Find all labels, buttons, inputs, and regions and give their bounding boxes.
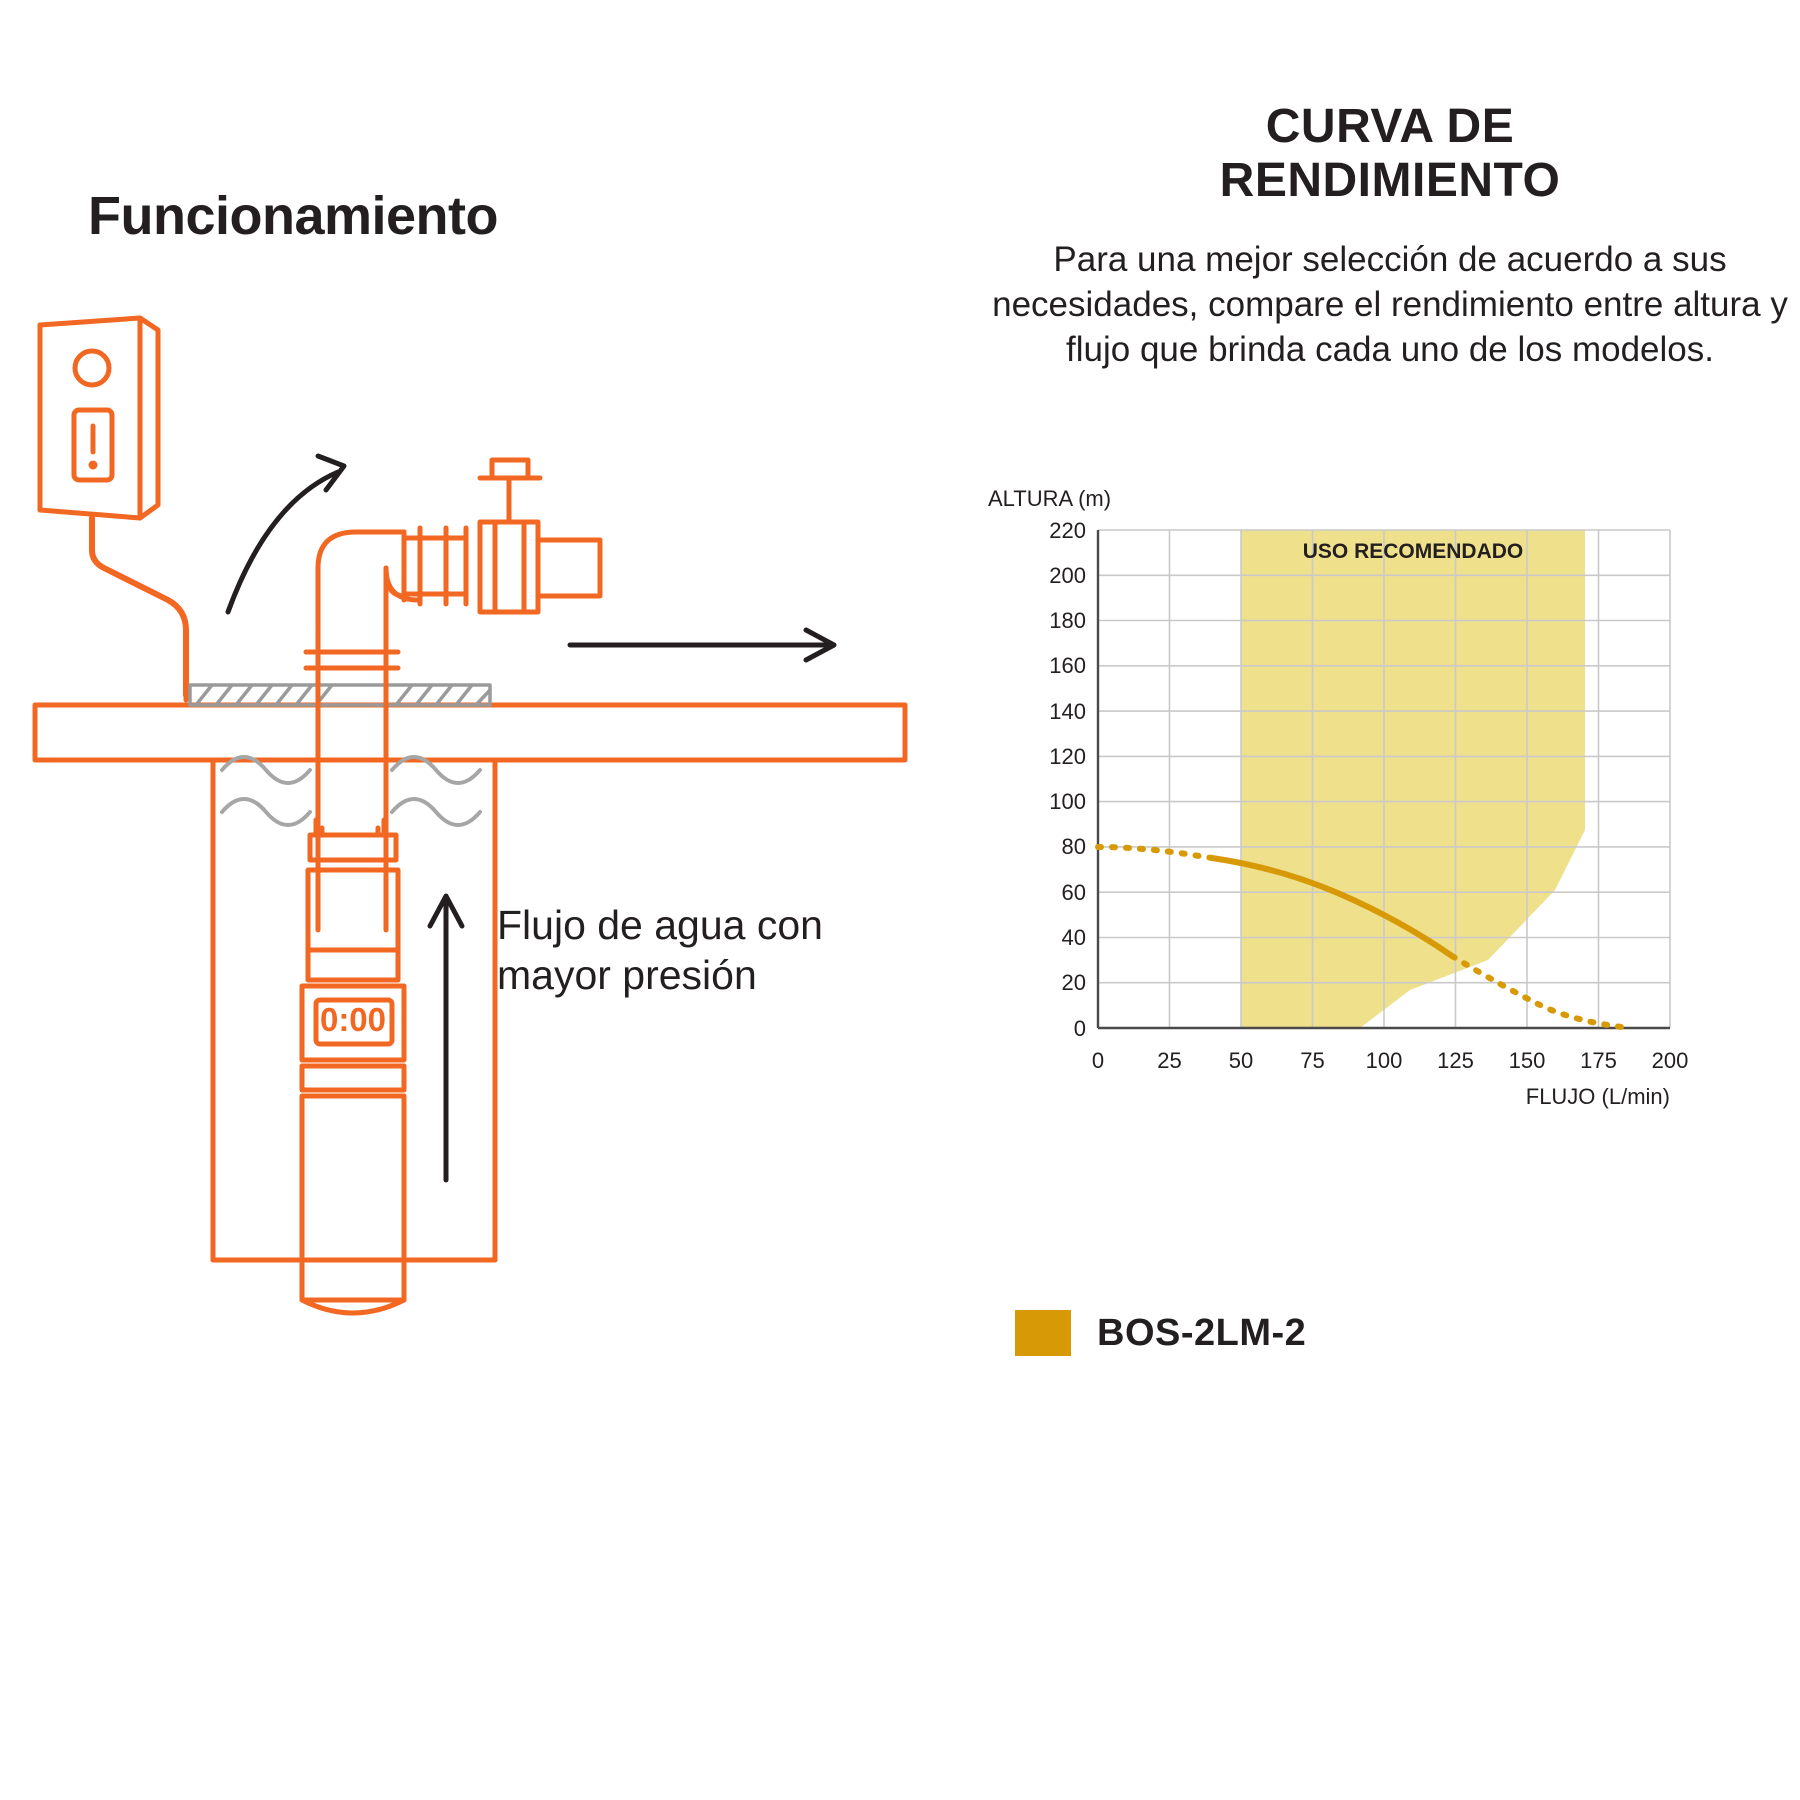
svg-text:125: 125 (1437, 1048, 1474, 1073)
recommended-use-label: USO RECOMENDADO (1302, 540, 1524, 563)
y-tick-labels (1049, 518, 1086, 1041)
svg-text:160: 160 (1049, 653, 1086, 678)
recommended-use-band (1241, 530, 1585, 1028)
svg-text:175: 175 (1580, 1048, 1617, 1073)
legend-swatch (1015, 1310, 1071, 1356)
control-box-icon (40, 318, 158, 518)
y-axis-label: ALTURA (m) (988, 490, 1112, 511)
chart-legend (1015, 1310, 1306, 1356)
svg-text:200: 200 (1651, 1048, 1689, 1073)
svg-text:220: 220 (1049, 518, 1086, 543)
pump-installation-diagram (0, 300, 980, 1400)
chart-title-line1: CURVA DE (1265, 100, 1515, 153)
legend-label: BOS-2LM-2 (1097, 1311, 1307, 1354)
pump-display-text: 0:00 (319, 1001, 387, 1038)
page-title: Funcionamiento (88, 186, 498, 246)
svg-text:150: 150 (1508, 1048, 1546, 1073)
performance-chart (980, 490, 1800, 1110)
chart-title (980, 100, 1800, 208)
svg-text:20: 20 (1061, 970, 1086, 995)
x-axis-label: FLUJO (L/min) (1525, 1084, 1670, 1109)
svg-text:180: 180 (1049, 608, 1086, 633)
svg-text:60: 60 (1061, 880, 1086, 905)
x-tick-labels (1092, 1048, 1688, 1073)
svg-text:200: 200 (1049, 563, 1086, 588)
svg-text:120: 120 (1049, 744, 1086, 769)
svg-text:140: 140 (1049, 699, 1086, 724)
performance-curve-panel (980, 0, 1800, 1800)
svg-text:80: 80 (1061, 834, 1086, 859)
svg-text:25: 25 (1157, 1048, 1182, 1073)
svg-text:100: 100 (1365, 1048, 1403, 1073)
svg-text:100: 100 (1049, 789, 1086, 814)
ground-slab (35, 705, 905, 760)
curve-dashed-start (1098, 847, 1212, 858)
svg-text:50: 50 (1228, 1048, 1254, 1073)
svg-text:75: 75 (1300, 1048, 1325, 1073)
chart-title-line2: RENDIMIENTO (1219, 153, 1561, 207)
flow-caption: Flujo de agua con mayor presión (497, 902, 823, 999)
svg-text:0: 0 (1091, 1048, 1105, 1073)
chart-subtitle: Para una mejor selección de acuerdo a sus necesidades, compare el rendimiento entre altura y flujo que brinda cada uno de los modelos. (992, 240, 1788, 369)
svg-text:40: 40 (1061, 925, 1086, 950)
curve-dashed-end (1452, 956, 1630, 1028)
svg-text:0: 0 (1073, 1016, 1086, 1041)
